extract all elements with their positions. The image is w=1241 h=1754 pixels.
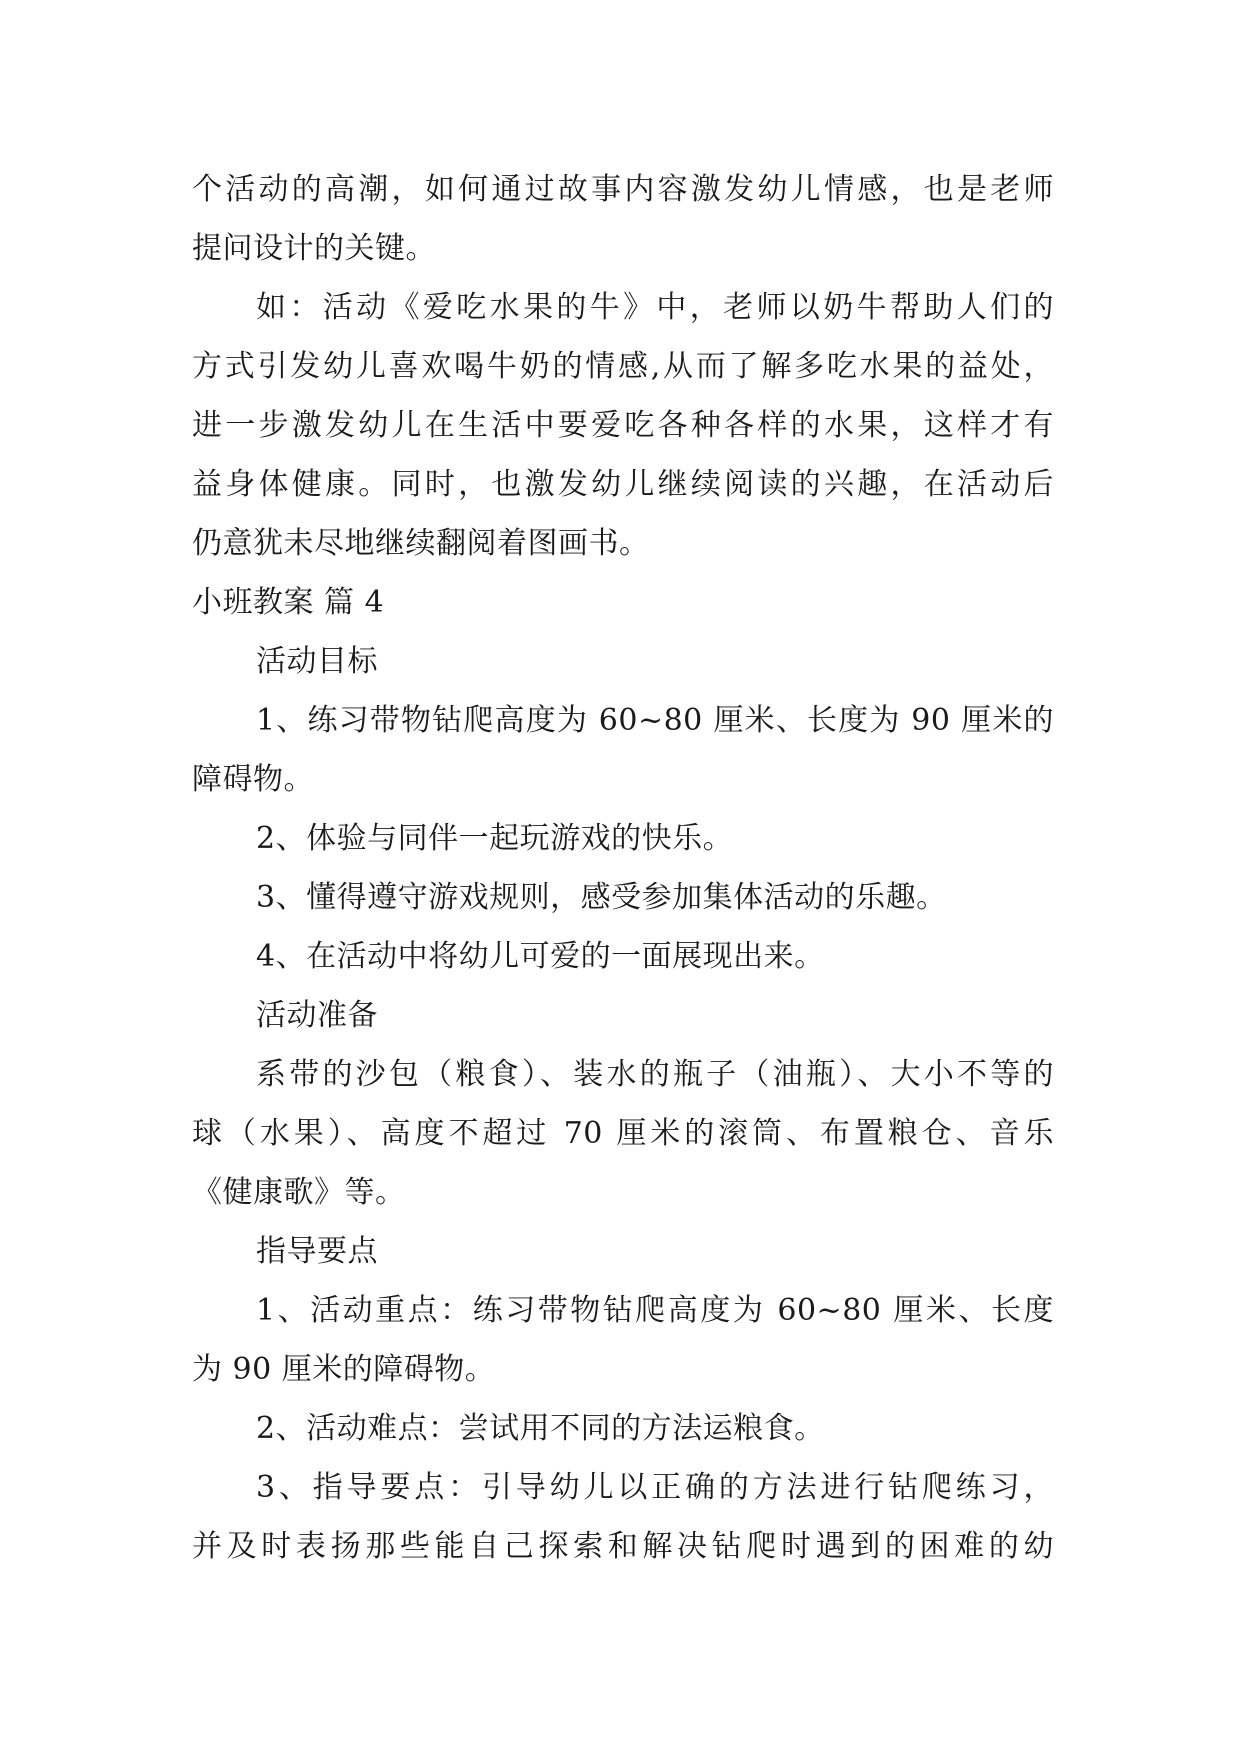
list-item: 2、活动难点：尝试用不同的方法运粮食。 bbox=[256, 1411, 825, 1446]
body-text-line: 并及时表扬那些能自己探索和解决钻爬时遇到的困难的幼 bbox=[192, 1529, 1054, 1564]
list-item: 3、指导要点：引导幼儿以正确的方法进行钻爬练习， bbox=[256, 1470, 1054, 1505]
body-text-line: 仍意犹未尽地继续翻阅着图画书。 bbox=[192, 526, 650, 561]
subheading-guidance-points: 指导要点 bbox=[256, 1234, 378, 1269]
body-text-line: 障碍物。 bbox=[192, 762, 314, 797]
body-text-line: 《健康歌》等。 bbox=[192, 1175, 406, 1210]
list-item: 1、练习带物钻爬高度为 60~80 厘米、长度为 90 厘米的 bbox=[256, 703, 1054, 738]
subheading-activity-prep: 活动准备 bbox=[256, 998, 378, 1033]
body-text-line: 为 90 厘米的障碍物。 bbox=[192, 1352, 496, 1387]
list-item: 4、在活动中将幼儿可爱的一面展现出来。 bbox=[256, 939, 825, 974]
section-title: 小班教案 篇 4 bbox=[192, 585, 385, 620]
body-text-line: 方式引发幼儿喜欢喝牛奶的情感,从而了解多吃水果的益处， bbox=[192, 349, 1054, 384]
body-text-line: 系带的沙包（粮食）、装水的瓶子（油瓶）、大小不等的 bbox=[256, 1057, 1054, 1092]
body-text-line: 提问设计的关键。 bbox=[192, 231, 436, 266]
document-page bbox=[192, 160, 1054, 1576]
body-text-line: 球（水果）、高度不超过 70 厘米的滚筒、布置粮仓、音乐 bbox=[192, 1116, 1054, 1151]
body-text-line: 益身体健康。同时，也激发幼儿继续阅读的兴趣，在活动后 bbox=[192, 467, 1054, 502]
body-text-line: 进一步激发幼儿在生活中要爱吃各种各样的水果，这样才有 bbox=[192, 408, 1054, 443]
body-text-line: 如：活动《爱吃水果的牛》中，老师以奶牛帮助人们的 bbox=[256, 290, 1054, 325]
list-item: 2、体验与同伴一起玩游戏的快乐。 bbox=[256, 821, 734, 856]
list-item: 3、懂得遵守游戏规则，感受参加集体活动的乐趣。 bbox=[256, 880, 947, 915]
body-text-line: 个活动的高潮，如何通过故事内容激发幼儿情感，也是老师 bbox=[192, 172, 1054, 207]
subheading-activity-goals: 活动目标 bbox=[256, 644, 378, 679]
list-item: 1、活动重点：练习带物钻爬高度为 60~80 厘米、长度 bbox=[256, 1293, 1054, 1328]
